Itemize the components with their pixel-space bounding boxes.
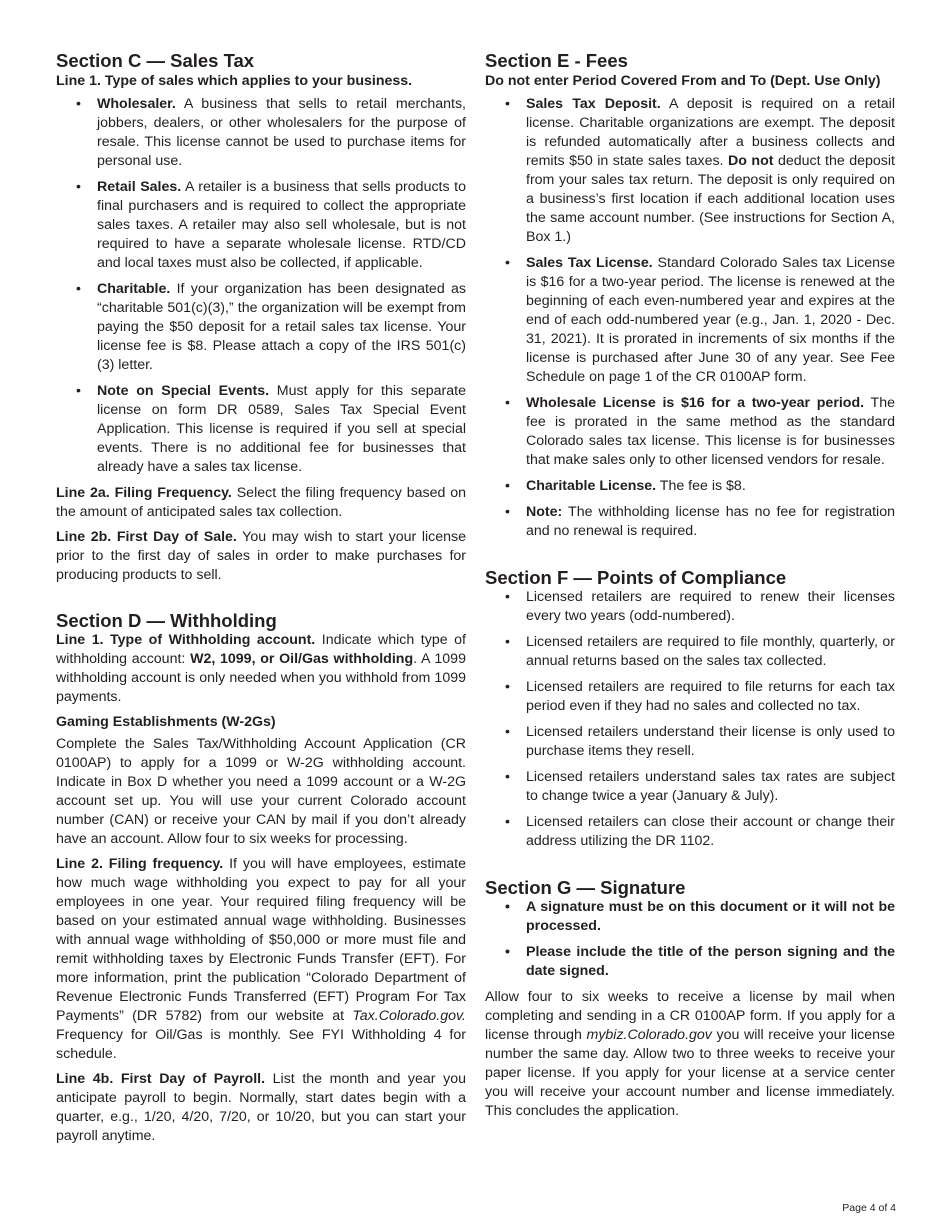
section-c-title: Section C — Sales Tax [56,50,255,71]
page-number: Page 4 of 4 [842,1202,896,1214]
gaming-paragraph: Complete the Sales Tax/Withholding Account Application (CR 0100AP) to apply for a 1099 or W-2G withholding account. Indicate in Box D whether you need a 1099 account or a W-2G account set up. You will use your current Colorado account number (CAN) or receive your CAN by mail if you don’t already have an account. Allow four to six weeks for processing. [56,736,466,848]
list-item: • Note on Special Events. Must apply for this separate license on form DR 0589, Sales Tax Special Event Application. This license is required if you sell at special events. There is no additional fee for businesses that already have a sales tax license. [56,382,466,477]
list-item: • Licensed retailers are required to renew their licenses every two years (odd-numbered). [485,588,895,626]
section-f-bullets [485,588,895,851]
line-2-paragraph: Line 2. Filing frequency. If you will have employees, estimate how much wage withholding you expect to pay for all your employees in one year. Your required filing frequency will be based on your estimated annual wage withholding. Businesses with annual wage withholding of $50,000 or more must file and remit withholding taxes by Electronic Funds Transfer (EFT). For more information, print the publication “Colorado Department of Revenue Electronic Funds Transferred (EFT) Program For Tax Payments” (DR 5782) from our website at Tax.Colorado.gov. Frequency for Oil/Gas is monthly. See FYI Withholding 4 for schedule. [56,856,467,1063]
list-item: • A signature must be on this document or it will not be processed. [485,898,895,936]
section-e-bullets [485,95,895,541]
list-item: • Note: The withholding license has no fee for registration and no renewal is required. [485,503,895,541]
list-item: • Please include the title of the person signing and the date signed. [485,943,895,981]
list-item: • Licensed retailers are required to file monthly, quarterly, or annual returns based on the sales tax collected. [485,633,895,671]
gaming-heading: Gaming Establishments (W-2Gs) [56,713,276,730]
list-item: • Charitable. If your organization has been designated as “charitable 501(c)(3),” the organization will be exempt from paying the $50 deposit for a retail sales tax license. Your license fee is $8. Please attach a copy of the IRS 501(c)(3) letter. [56,280,466,375]
line-4b-paragraph: Line 4b. First Day of Payroll. List the month and year you anticipate payroll to begin. Normally, start dates begin with a quarter, e.g., 1/20, 4/20, 7/20, or 10/20, but you can start your payroll anytime. [56,1071,467,1145]
section-c-line1-heading: Line 1. Type of sales which applies to your business. [56,73,413,90]
list-item: • Licensed retailers can close their account or change their address utilizing the DR 1102. [485,813,895,851]
list-item: • Licensed retailers understand sales tax rates are subject to change twice a year (January & July). [485,768,895,806]
section-c-bullets [56,95,466,477]
list-item: • Wholesale License is $16 for a two-year period. The fee is prorated in the same method as the standard Colorado sales tax license. This license is for businesses that make sales only to other licensed vendors for resale. [485,394,895,470]
section-g-title: Section G — Signature [485,876,686,898]
list-item: • Sales Tax Deposit. A deposit is required on a retail license. Charitable organizations are exempt. The deposit is refunded automatically after a business collects and remits $50 in state sales taxes. Do not deduct the deposit from your sales tax return. The deposit is only required on a business’s first location if each additional location uses the same account number. (See instructions for Section A, Box 1.) [485,95,895,247]
list-item: • Retail Sales. A retailer is a business that sells products to final purchasers and is required to collect the appropriate sales taxes. A retailer may also sell wholesale, but is not required to have a separate wholesale license. RTD/CD and local taxes must also be collected, if applicable. [56,178,466,273]
section-f-title: Section F — Points of Compliance [485,566,787,588]
list-item: • Licensed retailers understand their license is only used to purchase items they resell. [485,723,895,761]
list-item: • Licensed retailers are required to file returns for each tax period even if they had no sales and collected no tax. [485,678,895,716]
section-d-line1-paragraph: Line 1. Type of Withholding account. Indicate which type of withholding account: W2, 1099, or Oil/Gas withholding. A 1099 withholding account is only needed when you withhold from 1099 payments. [56,631,466,705]
line-2b-paragraph: Line 2b. First Day of Sale. You may wish to start your license prior to the first day of sales in order to make purchases for producing products to sell. [56,528,466,583]
section-d-title: Section D — Withholding [56,609,277,631]
section-e-subtitle: Do not enter Period Covered From and To (Dept. Use Only) [485,73,881,90]
section-e-title: Section E - Fees [485,50,628,71]
line-2a-paragraph: Line 2a. Filing Frequency. Select the filing frequency based on the amount of anticipated sales tax collection. [56,484,466,520]
list-item: • Wholesaler. A business that sells to retail merchants, jobbers, dealers, or other wholesalers for the purpose of resale. This license cannot be used to purchase items for personal use. [56,95,466,171]
closing-paragraph: Allow four to six weeks to receive a license by mail when completing and sending in a CR 0100AP form. If you apply for a license through mybiz.Colorado.gov you will receive your license number the same day. Allow two to three weeks to receive your paper license. If you apply for your license at a service center you will receive your account number and license immediately. This concludes the application. [485,989,895,1120]
right-column [485,50,895,1127]
list-item: • Sales Tax License. Standard Colorado Sales tax License is $16 for a two-year period. The license is renewed at the beginning of each even-numbered year and expires at the end of each odd-numbered year (e.g., Jan. 1, 2020 - Dec. 31, 2021). It is prorated in increments of six months if the license is purchased after June 30 of any year. See Fee Schedule on page 1 of the CR 0100AP form. [485,254,895,387]
left-column [56,50,466,1152]
list-item: • Charitable License. The fee is $8. [485,477,895,496]
section-g-bullets [485,898,895,981]
